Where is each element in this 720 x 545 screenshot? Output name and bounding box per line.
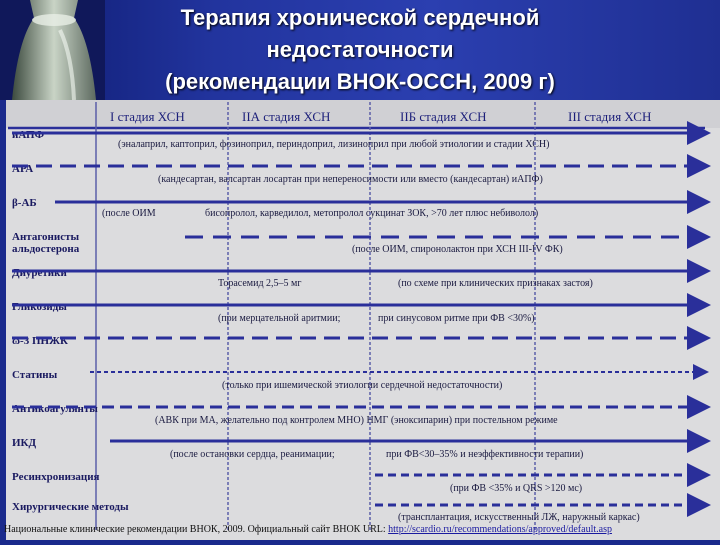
title-line-2: недостаточности <box>266 37 454 62</box>
row-label-aldosterone-2: альдостерона <box>12 243 80 255</box>
row-label-glycosides: Гликозиды <box>12 301 67 313</box>
note-glycosides-2: при синусовом ритме при ФВ <30%) <box>378 313 535 324</box>
note-beta-ab-1: (после ОИМ <box>102 208 156 219</box>
footer-link[interactable]: http://scardio.ru/recommendations/approved/default.asp <box>388 524 612 535</box>
note-diuretics-2: (по схеме при клинических признаках застоя) <box>398 278 593 289</box>
page-title <box>100 2 620 98</box>
row-label-omega3: ω-3 ПНЖК <box>12 335 68 347</box>
note-icd-2: при ФВ<30–35% и неэффективности терапии) <box>386 449 584 460</box>
row-label-ara: АРА <box>12 163 34 175</box>
note-statins: (только при ишемической этиологии сердечной недостаточности) <box>222 380 503 391</box>
note-anticoagulants: (АВК при МА, желательно под контролем МНО) НМГ (эноксипарин) при постельном режиме <box>155 415 558 426</box>
therapy-diagram-scan <box>0 100 720 540</box>
note-ara: (кандесартан, валсартан лосартан при непереносимости или вместо (кандесартан) иАПФ) <box>158 174 543 185</box>
therapy-diagram <box>0 100 720 540</box>
row-label-iapf: иАПФ <box>12 129 45 141</box>
row-label-anticoagulants: Антикоагулянты <box>12 403 98 415</box>
stage-label-3: IIБ стадия ХСН <box>400 109 487 124</box>
note-surgery: (трансплантация, искусственный ЛЖ, наружный каркас) <box>398 512 640 523</box>
stage-label-2: IIА стадия ХСН <box>242 109 331 124</box>
note-aldosterone: (после ОИМ, спиронолактон при ХСН III-IV ФК) <box>352 244 563 255</box>
footer-text: Национальные клинические рекомендации ВНОК, 2009. Официальный сайт ВНОК URL: <box>4 524 389 535</box>
stage-label-1: I стадия ХСН <box>110 109 185 124</box>
bottle-icon <box>0 0 105 100</box>
note-resync: (при ФВ <35% и QRS >120 мс) <box>450 483 583 494</box>
note-glycosides-1: (при мерцательной аритмии; <box>218 313 341 324</box>
title-line-3: (рекомендации ВНОК-ОССН, 2009 г) <box>165 69 555 94</box>
row-label-resync: Ресинхронизация <box>12 471 100 483</box>
row-label-diuretics: Диуретики <box>12 267 67 279</box>
note-beta-ab-2: бисопролол, карведилол, метопролол сукцинат ЗОК, >70 лет плюс небиволол) <box>205 208 539 219</box>
title-line-1: Терапия хронической сердечной <box>180 5 540 30</box>
row-label-beta-ab: β-АБ <box>12 197 37 209</box>
row-label-aldosterone-1: Антагонисты <box>12 231 80 243</box>
row-label-surgery: Хирургические методы <box>12 501 129 513</box>
note-iapf: (эналаприл, каптоприл, фозиноприл, периндоприл, лизиноприл при любой этиологии и стадии ХСН) <box>118 139 550 150</box>
slide-header <box>0 0 720 100</box>
footer-citation <box>4 524 716 538</box>
note-diuretics-1: Торасемид 2,5–5 мг <box>218 278 302 289</box>
stage-label-4: III стадия ХСН <box>568 109 652 124</box>
note-icd-1: (после остановки сердца, реанимации; <box>170 449 335 460</box>
scan-left-edge <box>0 100 6 540</box>
row-label-icd: ИКД <box>12 437 37 449</box>
row-label-statins: Статины <box>12 369 58 381</box>
